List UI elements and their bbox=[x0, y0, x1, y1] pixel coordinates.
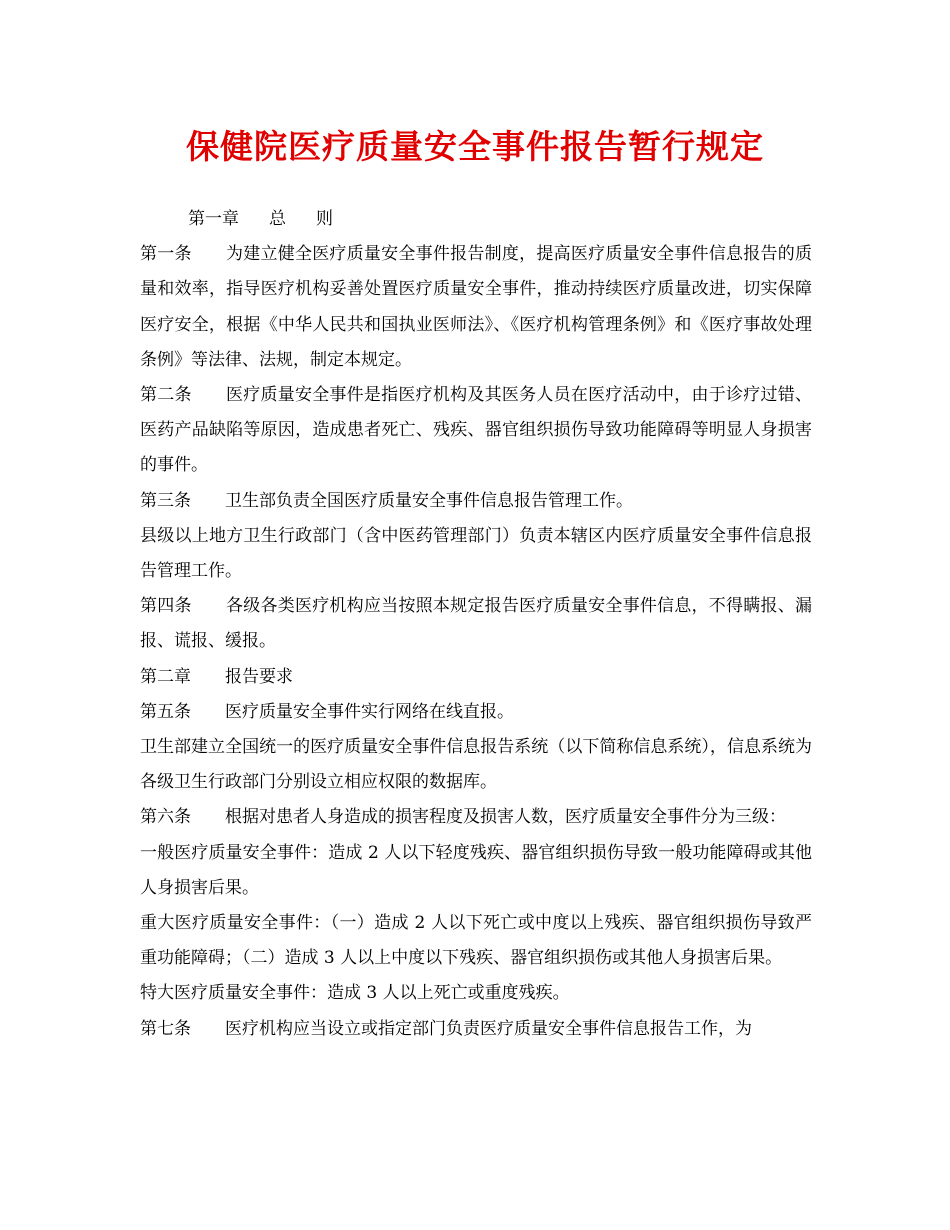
article-text: 为建立健全医疗质量安全事件报告制度，提高医疗质量安全事件信息报告的质量和效率，指导医疗机构妥善处置医疗质量安全事件，推动持续医疗质量改进，切实保障医疗安全，根据《中华人民共和国执业医师法》、《医疗机构管理条例》和《医疗事故处理条例》等法律、法规，制定本规定。 bbox=[140, 244, 813, 370]
chapter-title-part: 则 bbox=[316, 209, 333, 229]
article-text: 卫生部负责全国医疗质量安全事件信息报告管理工作。 bbox=[225, 490, 633, 511]
article-text: 各级各类医疗机构应当按照本规定报告医疗质量安全事件信息，不得瞒报、漏报、谎报、缓报。 bbox=[140, 596, 813, 652]
paragraph: 一般医疗质量安全事件：造成 2 人以下轻度残疾、器官组织损伤导致一般功能障碍或其他人身损害后果。 bbox=[140, 842, 812, 898]
article-label: 第五条 bbox=[140, 701, 191, 722]
chapter-label: 第一章 bbox=[188, 209, 239, 229]
chapter-title-part: 报告要求 bbox=[225, 666, 293, 687]
article-1 bbox=[140, 237, 812, 378]
article-3 bbox=[140, 484, 812, 519]
document-title: 保健院医疗质量安全事件报告暂行规定 bbox=[186, 127, 764, 166]
document-body bbox=[140, 202, 812, 1047]
article-label: 第三条 bbox=[140, 490, 191, 511]
article-2 bbox=[140, 378, 812, 484]
article-4 bbox=[140, 589, 812, 659]
article-6 bbox=[140, 800, 812, 835]
article-label: 第六条 bbox=[140, 807, 191, 828]
article-label: 第七条 bbox=[140, 1018, 191, 1039]
article-text: 医疗机构应当设立或指定部门负责医疗质量安全事件信息报告工作，为 bbox=[225, 1018, 752, 1039]
paragraph: 县级以上地方卫生行政部门（含中医药管理部门）负责本辖区内医疗质量安全事件信息报告管理工作。 bbox=[140, 525, 812, 582]
article-label: 第四条 bbox=[140, 596, 192, 617]
article-text: 医疗质量安全事件是指医疗机构及其医务人员在医疗活动中，由于诊疗过错、医药产品缺陷等原因，造成患者死亡、残疾、器官组织损伤导致功能障碍等明显人身损害的事件。 bbox=[140, 385, 813, 476]
chapter-heading-1 bbox=[140, 202, 812, 237]
paragraph: 特大医疗质量安全事件：造成 3 人以上死亡或重度残疾。 bbox=[140, 983, 570, 1004]
article-7 bbox=[140, 1012, 812, 1047]
paragraph: 卫生部建立全国统一的医疗质量安全事件信息报告系统（以下简称信息系统），信息系统为各级卫生行政部门分别设立相应权限的数据库。 bbox=[140, 737, 812, 793]
article-label: 第一条 bbox=[140, 244, 192, 265]
chapter-title-part: 总 bbox=[269, 209, 286, 229]
article-5 bbox=[140, 695, 812, 730]
chapter-heading-2 bbox=[140, 660, 812, 695]
article-text: 根据对患者人身造成的损害程度及损害人数，医疗质量安全事件分为三级： bbox=[225, 807, 786, 828]
article-text: 医疗质量安全事件实行网络在线直报。 bbox=[225, 701, 514, 722]
chapter-label: 第二章 bbox=[140, 666, 191, 687]
article-label: 第二条 bbox=[140, 385, 192, 406]
paragraph: 重大医疗质量安全事件：（一）造成 2 人以下死亡或中度以上残疾、器官组织损伤导致严重功能障碍；（二）造成 3 人以上中度以下残疾、器官组织损伤或其他人身损害后果。 bbox=[140, 913, 812, 969]
